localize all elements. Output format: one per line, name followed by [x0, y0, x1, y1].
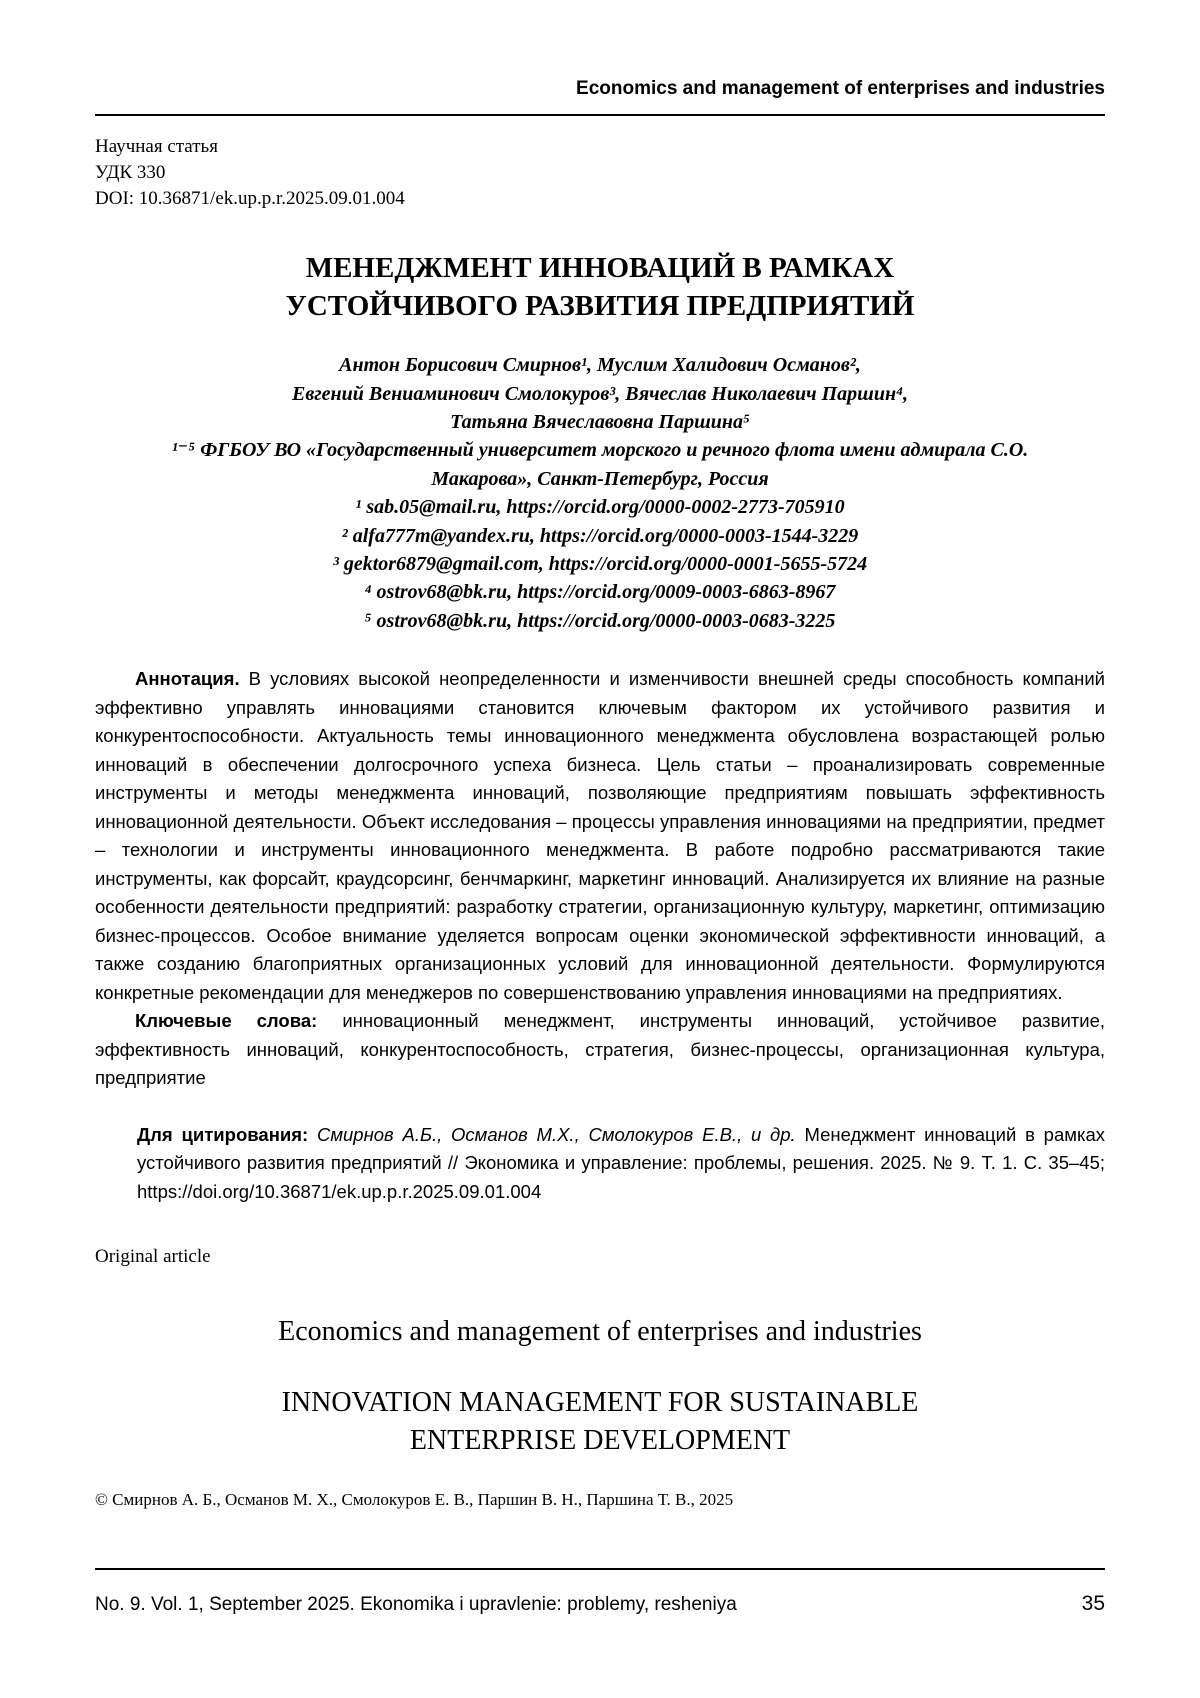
author-contact-line: ⁵ ostrov68@bk.ru, https://orcid.org/0000-0003-0683-3225	[364, 609, 836, 632]
author-line: Татьяна Вячеславовна Паршина⁵	[450, 410, 750, 433]
article-title-en	[95, 1384, 1105, 1460]
page-number: 35	[1081, 1592, 1105, 1615]
affiliation: ¹⁻⁵ ФГБОУ ВО «Государственный университет морского и речного флота имени адмирала С.О. Макарова», Санкт-Петербург, Россия	[171, 439, 1029, 490]
running-header-title: Economics and management of enterprises and industries	[576, 78, 1105, 99]
article-meta	[95, 134, 1105, 213]
doi-line: DOI: 10.36871/ek.up.p.r.2025.09.01.004	[95, 188, 405, 210]
author-line: Антон Борисович Смирнов¹, Муслим Халидович Османов²,	[339, 354, 861, 377]
article-title-ru	[95, 249, 1105, 326]
keywords-label: Ключевые слова:	[135, 1010, 318, 1032]
citation-text: Менеджмент инноваций в рамках устойчивого развития предприятий // Экономика и управление: проблемы, решения. 2025. № 9. Т. 1. С. 35–45; https://doi.org/10.36871/ek.up.p.r.2025.09.01.004	[137, 1123, 1106, 1202]
author-contact-line: ² alfa777m@yandex.ru, https://orcid.org/0000-0003-1544-3229	[341, 524, 859, 547]
authors-block	[95, 351, 1105, 635]
keywords-text: инновационный менеджмент, инструменты инноваций, устойчивое развитие, эффективность инноваций, конкурентоспособность, стратегия, бизнес-процессы, организационная культура, предприятие	[95, 1010, 1106, 1089]
abstract-paragraph	[95, 665, 1105, 1007]
article-title-ru-line1: МЕНЕДЖМЕНТ ИННОВАЦИЙ В РАМКАХ	[305, 251, 895, 284]
article-type-ru: Научная статья	[95, 136, 218, 157]
author-line: Евгений Вениаминович Смолокуров³, Вячеслав Николаевич Паршин⁴,	[291, 382, 909, 405]
footer-journal-line: No. 9. Vol. 1, September 2025. Ekonomika i upravlenie: problemy, resheniya	[95, 1594, 737, 1615]
citation-paragraph	[137, 1121, 1105, 1207]
author-contact-line: ¹ sab.05@mail.ru, https://orcid.org/0000-0002-2773-705910	[355, 496, 845, 519]
udk-code: УДК 330	[95, 162, 166, 184]
author-contact-line: ³ gektor6879@gmail.com, https://orcid.org/0000-0001-5655-5724	[332, 552, 868, 575]
abstract-label: Аннотация.	[135, 668, 240, 690]
article-type-en: Original article	[95, 1246, 211, 1268]
article-title-en-line2: ENTERPRISE DEVELOPMENT	[409, 1425, 791, 1457]
abstract-text: В условиях высокой неопределенности и изменчивости внешней среды способность компаний эффективно управлять инновациями становится ключевым фактором их устойчивого развития и конкурентоспособности. Актуальность темы инновационного менеджмента обусловлена возрастающей ролью инноваций в обеспечении долгосрочного успеха бизнеса. Цель статьи – проанализировать современные инструменты и методы менеджмента инноваций, позволяющие предприятиям повышать эффективность инновационной деятельности. Объект исследования – процессы управления инновациями на предприятии, предмет – технологии и инструменты инновационного менеджмента. В работе подробно рассматриваются такие инструменты, как форсайт, краудсорсинг, бенчмаркинг, маркетинг инноваций. Анализируется их влияние на разные особенности деятельности предприятий: разработку стратегии, организационную культуру, маркетинг, оптимизацию бизнес-процессов. Особое внимание уделяется вопросам оценки экономической эффективности инноваций, а также созданию благоприятных организационных условий для инновационной деятельности. Формулируются конкретные рекомендации для менеджеров по совершенствованию управления инновациями на предприятиях.	[95, 668, 1105, 1003]
citation-authors: Смирнов А.Б., Османов М.Х., Смолокуров Е.В., и др.	[316, 1123, 796, 1145]
running-header	[95, 78, 1105, 116]
author-contact-line: ⁴ ostrov68@bk.ru, https://orcid.org/0009-0003-6863-8967	[364, 581, 836, 604]
page-footer	[95, 1568, 1105, 1616]
keywords-paragraph	[95, 1007, 1105, 1093]
copyright-line: © Смирнов А. Б., Османов М. Х., Смолокуров Е. В., Паршин В. Н., Паршина Т. В., 2025	[95, 1490, 734, 1509]
section-title-en: Economics and management of enterprises and industries	[278, 1316, 922, 1348]
article-title-ru-line2: УСТОЙЧИВОГО РАЗВИТИЯ ПРЕДПРИЯТИЙ	[285, 289, 915, 322]
article-title-en-line1: INNOVATION MANAGEMENT FOR SUSTAINABLE	[281, 1387, 919, 1419]
citation-label: Для цитирования:	[137, 1123, 309, 1145]
